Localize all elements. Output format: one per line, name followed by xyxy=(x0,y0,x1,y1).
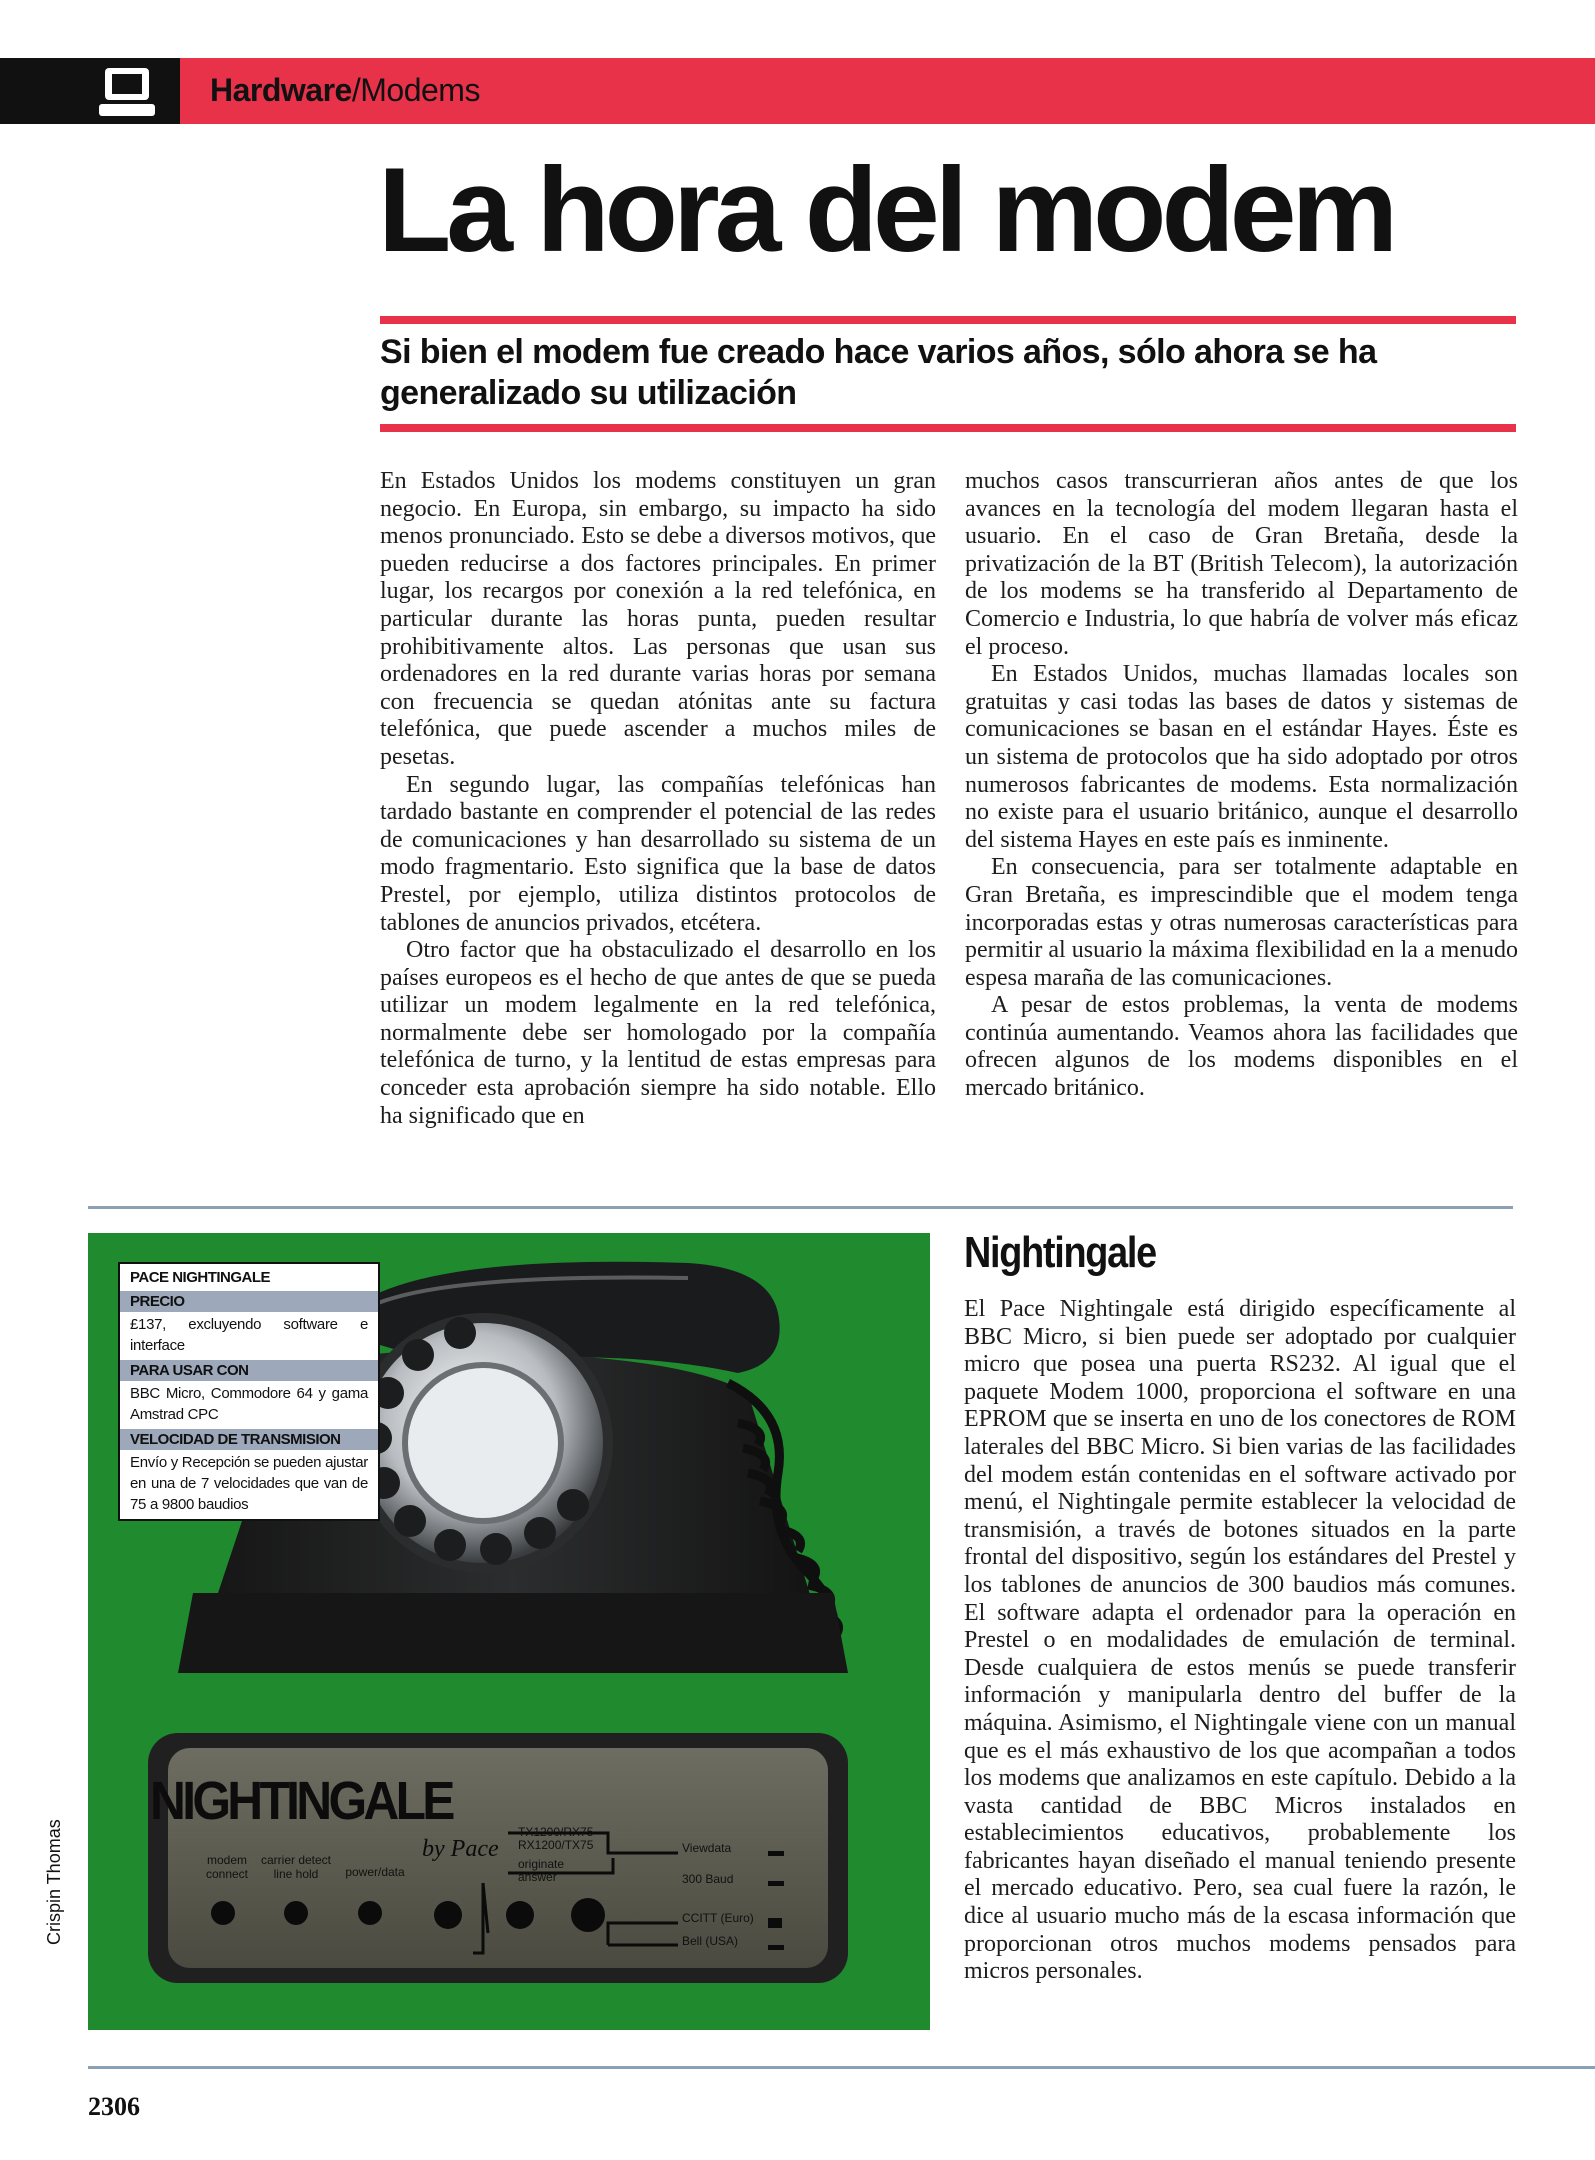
spec-value: Envío y Recepción se pueden ajustar en una de 7 velocidades que van de 75 a 9800 baudios xyxy=(130,1454,368,1513)
paragraph: Otro factor que ha obstaculizado el desarrollo en los países europeos es el hecho de que antes de que se pueda utilizar un modem legalmente en la red telefónica, normalmente debe ser homologado por la compañía telefónica de turno, y la lentitud de estas empresas para conceder esta aprobación siempre ha sido notable. Ello ha significado que en xyxy=(380,937,936,1129)
modem-mode-label: answer xyxy=(518,1870,557,1884)
computer-icon xyxy=(95,66,159,120)
footer-divider xyxy=(88,2066,1595,2069)
red-divider-top xyxy=(380,316,1516,324)
section-label-bold: Hardware xyxy=(210,72,352,108)
modem-output-label: Viewdata xyxy=(682,1841,732,1855)
spec-label: PARA USAR CON xyxy=(120,1360,378,1381)
paragraph: En Estados Unidos los modems constituyen un gran negocio. En Europa, sin embargo, su impacto ha sido menos pronunciado. Esto se debe a diversos motivos, que pueden reducirse a dos factores principales. En primer lugar, los recargos por conexión a la red telefónica, en particular durante las horas punta, pueden resultar prohibitivamente altos. Las personas que usan sus ordenadores en la red durante varias horas por semana con frecuencia se quedan atónitas ante su factura telefónica, que puede ascender a muchos miles de pesetas. xyxy=(380,468,936,770)
modem-switch-label: modem connect xyxy=(205,1853,249,1881)
page-number: 2306 xyxy=(88,2092,140,2121)
modem-output-label: Bell (USA) xyxy=(682,1934,739,1948)
spec-value: £137, excluyendo software e interface xyxy=(130,1316,368,1354)
spec-value: BBC Micro, Commodore 64 y gama Amstrad CPC xyxy=(130,1385,368,1423)
photo-credit: Crispin Thomas xyxy=(44,1819,64,1945)
spec-label: VELOCIDAD DE TRANSMISION xyxy=(120,1429,378,1450)
spec-box xyxy=(118,1262,380,1521)
spec-box-heading: PACE NIGHTINGALE xyxy=(130,1269,271,1286)
body-column-3 xyxy=(964,1296,1516,1986)
modem-brand: NIGHTINGALE xyxy=(150,1771,452,1831)
subtitle: Si bien el modem fue creado hace varios años, sólo ahora se ha generalizado su utilización xyxy=(380,333,1377,412)
section-divider xyxy=(88,1206,1513,1209)
section-label xyxy=(210,72,480,109)
modem-by-pace: by Pace xyxy=(422,1836,499,1862)
paragraph: En Estados Unidos, muchas llamadas locales son gratuitas y casi todas las bases de datos y sistemas de comunicaciones se basan en el estándar Hayes. Éste es un sistema de protocolos que ha sido adoptado por otros numerosos fabricantes de modems. Esta normalización no existe para el usuario británico, aunque el desarrollo del sistema Hayes en este país es inminente. xyxy=(965,661,1518,853)
body-column-2 xyxy=(965,468,1518,1103)
modem-mode-label: originate xyxy=(518,1857,565,1871)
paragraph: muchos casos transcurrieran años antes de que los avances en la tecnología del modem llegaran hasta el usuario. En el caso de Gran Bretaña, desde la privatización de la BT (British Telecom), la autorización de los modems se ha transferido al Departamento de Comercio e Industria, lo que habría de volver más eficaz el proceso. xyxy=(965,468,1518,660)
body-column-1 xyxy=(380,468,936,1130)
paragraph: En segundo lugar, las compañías telefónicas han tardado bastante en comprender el potencial de las redes de comunicaciones y han desarrollado su sistema de un modo fragmentario. Esto significa que la base de datos Prestel, por ejemplo, utiliza distintos protocolos de tablones de anuncios privados, etcétera. xyxy=(380,771,936,936)
spec-label: PRECIO xyxy=(120,1291,378,1312)
section-heading: Nightingale xyxy=(964,1228,1156,1277)
modem-mode-label: TX1200/RX75 xyxy=(518,1825,594,1839)
modem-switch-label: carrier detect line hold xyxy=(260,1853,332,1881)
section-label-rest: /Modems xyxy=(351,72,480,108)
paragraph: A pesar de estos problemas, la venta de modems continúa aumentando. Veamos ahora las facilidades que ofrecen algunos de los modems disponibles en el mercado británico. xyxy=(965,992,1518,1102)
red-divider-bottom xyxy=(380,424,1516,432)
modem-mode-label: RX1200/TX75 xyxy=(518,1838,594,1852)
page-title: La hora del modem xyxy=(378,143,1394,277)
modem-mode-labels xyxy=(518,1826,593,1884)
paragraph: En consecuencia, para ser totalmente adaptable en Gran Bretaña, es imprescindible que el modem tenga incorporadas estas y otras numerosas características para permitir al usuario la máxima flexibilidad en la a menudo espesa maraña de las comunicaciones. xyxy=(965,854,1518,991)
modem-output-label: 300 Baud xyxy=(682,1872,734,1886)
modem-output-label: CCITT (Euro) xyxy=(682,1911,754,1925)
modem-switch-label: power/data xyxy=(345,1865,405,1879)
paragraph: El Pace Nightingale está dirigido específicamente al BBC Micro, si bien puede ser adoptado por cualquier micro que posea una puerta RS232. Al igual que el paquete Modem 1000, proporciona el software en una EPROM que se inserta en uno de los conectores de ROM laterales del BBC Micro. Si bien varias de las facilidades del modem están contenidas en el software activado por menú, el Nightingale permite establecer la velocidad de transmisión, a través de botones situados en la parte frontal del dispositivo, según los estándares del Prestel y los tablones de anuncios de 300 baudios más comunes. El software adapta el ordenador para la operación en Prestel o en modalidades de emulación de terminal. Desde cualquiera de estos menús se puede transferir información y manipularla dentro del buffer de la máquina. Asimismo, el Nightingale viene con un manual que es el más exhaustivo de los que acompañan a todos los modems que analizamos en este capítulo. Debido a la vasta cantidad de BBC Micros instalados en establecimientos educativos, probablemente los fabricantes hayan diseñado el manual teniendo presente el mercado educativo. Pero, sea cual fuere la razón, le dice al usuario mucho más de la escasa información que proporcionan otros muchos modems pensados para micros personales. xyxy=(964,1296,1516,1985)
